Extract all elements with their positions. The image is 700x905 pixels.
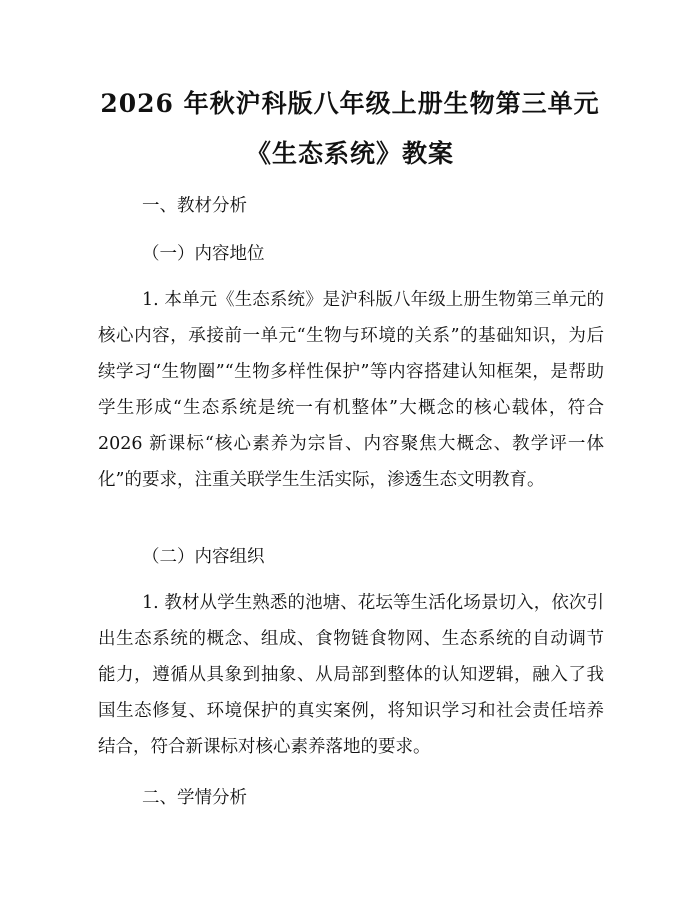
subsection-heading-content-position: （一）内容地位	[142, 244, 265, 264]
section-heading-learner-analysis: 二、学情分析	[142, 788, 247, 808]
subsection-heading-content-organization: （二）内容组织	[142, 547, 265, 567]
paragraph-text: 1. 本单元《生态系统》是沪科版八年级上册生物第三单元的核心内容，承接前一单元“生物与环境的关系”的基础知识，为后续学习“生物圈”“生物多样性保护”等内容搭建认知框架，是帮助学生形成“生态系统是统一有机整体”大概念的核心载体，符合 2026 新课标“核心素养为宗旨、内容聚焦大概念、教学评一体化”的要求，注重关联学生生活实际，渗透生态文明教育。	[98, 290, 604, 490]
paragraph-text: 1. 教材从学生熟悉的池塘、花坛等生活化场景切入，依次引出生态系统的概念、组成、食物链食物网、生态系统的自动调节能力，遵循从具象到抽象、从局部到整体的认知逻辑，融入了我国生态修复、环境保护的真实案例，将知识学习和社会责任培养结合，符合新课标对核心素养落地的要求。	[98, 593, 604, 757]
paragraph-content-organization	[98, 585, 604, 765]
document-title-line2: 《生态系统》教案	[245, 139, 454, 168]
document-title-line1: 2026 年秋沪科版八年级上册生物第三单元	[100, 89, 600, 118]
paragraph-content-position	[98, 282, 604, 498]
section-heading-textbook-analysis: 一、教材分析	[142, 196, 247, 216]
